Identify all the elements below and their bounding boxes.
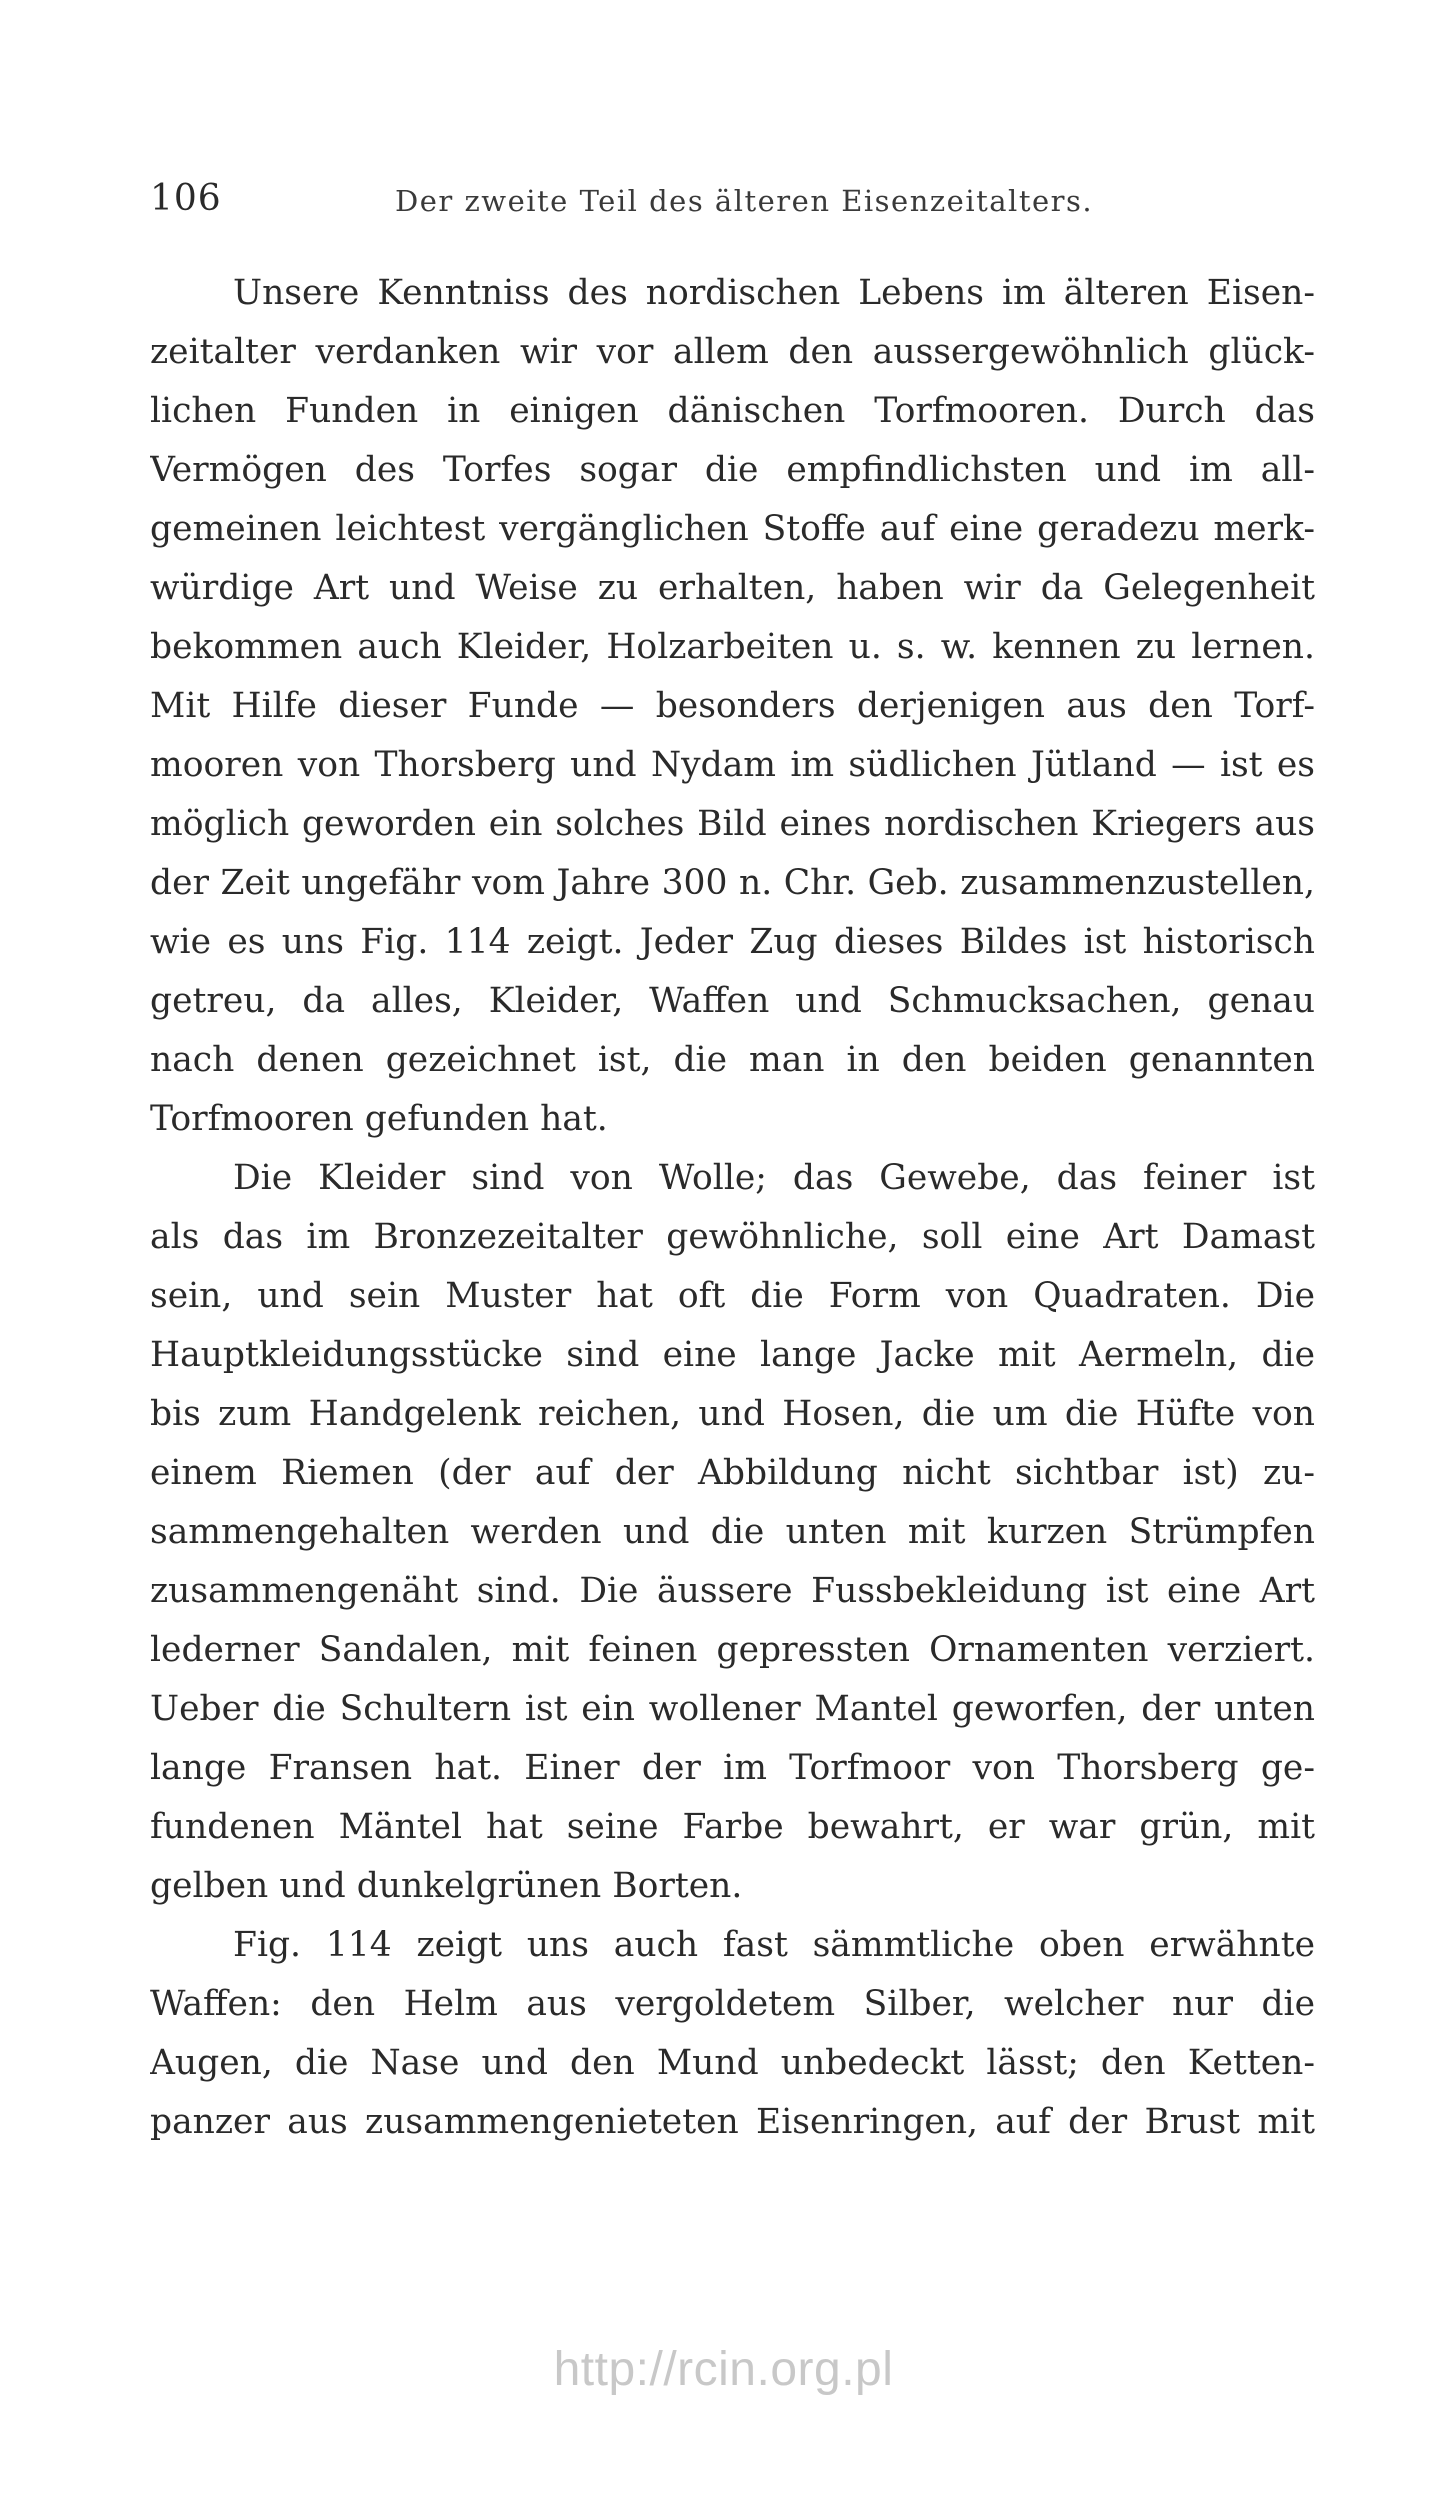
text-line: bis zum Handgelenk reichen, und Hosen, die um die Hüfte von bbox=[150, 1394, 1315, 1434]
text-line: bekommen auch Kleider, Holzarbeiten u. s. w. kennen zu lernen. bbox=[150, 627, 1315, 667]
text-line: gemeinen leichtest vergänglichen Stoffe auf eine geradezu merk- bbox=[150, 509, 1315, 549]
text-line: Vermögen des Torfes sogar die empfindlichsten und im all- bbox=[150, 450, 1315, 490]
text-line: Torfmooren gefunden hat. bbox=[150, 1099, 608, 1139]
text-line: panzer aus zusammengenieteten Eisenringen, auf der Brust mit bbox=[150, 2102, 1315, 2142]
paragraph-1 bbox=[150, 264, 1315, 1149]
text-line: Unsere Kenntniss des nordischen Lebens im älteren Eisen- bbox=[233, 273, 1315, 313]
text-line: getreu, da alles, Kleider, Waffen und Schmucksachen, genau bbox=[150, 981, 1315, 1021]
text-line: Die Kleider sind von Wolle; das Gewebe, das feiner ist bbox=[233, 1158, 1315, 1198]
body-text bbox=[150, 264, 1315, 2152]
text-line: sammengehalten werden und die unten mit kurzen Strümpfen bbox=[150, 1512, 1315, 1552]
text-line: Fig. 114 zeigt uns auch fast sämmtliche oben erwähnte bbox=[233, 1925, 1315, 1965]
text-line: sein, und sein Muster hat oft die Form von Quadraten. Die bbox=[150, 1276, 1315, 1316]
text-line: Mit Hilfe dieser Funde — besonders derjenigen aus den Torf- bbox=[150, 686, 1315, 726]
text-line: Hauptkleidungsstücke sind eine lange Jacke mit Aermeln, die bbox=[150, 1335, 1315, 1375]
text-line: lederner Sandalen, mit feinen gepressten Ornamenten verziert. bbox=[150, 1630, 1315, 1670]
text-line: zusammengenäht sind. Die äussere Fussbekleidung ist eine Art bbox=[150, 1571, 1315, 1611]
text-line: möglich geworden ein solches Bild eines nordischen Kriegers aus bbox=[150, 804, 1315, 844]
text-line: der Zeit ungefähr vom Jahre 300 n. Chr. Geb. zusammenzustellen, bbox=[150, 863, 1315, 903]
watermark-url: http://rcin.org.pl bbox=[553, 2343, 894, 2396]
text-line: würdige Art und Weise zu erhalten, haben wir da Gelegenheit bbox=[150, 568, 1315, 608]
text-line: fundenen Mäntel hat seine Farbe bewahrt, er war grün, mit bbox=[150, 1807, 1315, 1847]
paragraph-3 bbox=[150, 1916, 1315, 2152]
text-line: zeitalter verdanken wir vor allem den aussergewöhnlich glück- bbox=[150, 332, 1315, 372]
text-line: wie es uns Fig. 114 zeigt. Jeder Zug dieses Bildes ist historisch bbox=[150, 922, 1315, 962]
text-line: einem Riemen (der auf der Abbildung nicht sichtbar ist) zu- bbox=[150, 1453, 1315, 1493]
page-number: 106 bbox=[150, 178, 222, 219]
text-line: Augen, die Nase und den Mund unbedeckt lässt; den Ketten- bbox=[150, 2043, 1315, 2083]
text-line: lange Fransen hat. Einer der im Torfmoor von Thorsberg ge- bbox=[150, 1748, 1315, 1788]
text-line: nach denen gezeichnet ist, die man in den beiden genannten bbox=[150, 1040, 1315, 1080]
text-line: als das im Bronzezeitalter gewöhnliche, soll eine Art Damast bbox=[150, 1217, 1315, 1257]
paragraph-2 bbox=[150, 1149, 1315, 1916]
text-line: Waffen: den Helm aus vergoldetem Silber, welcher nur die bbox=[150, 1984, 1315, 2024]
text-line: gelben und dunkelgrünen Borten. bbox=[150, 1866, 743, 1906]
text-line: mooren von Thorsberg und Nydam im südlichen Jütland — ist es bbox=[150, 745, 1315, 785]
text-line: Ueber die Schultern ist ein wollener Mantel geworfen, der unten bbox=[150, 1689, 1315, 1729]
running-head bbox=[150, 178, 1315, 228]
text-line: lichen Funden in einigen dänischen Torfmooren. Durch das bbox=[150, 391, 1315, 431]
running-title: Der zweite Teil des älteren Eisenzeitalters. bbox=[395, 184, 1094, 218]
